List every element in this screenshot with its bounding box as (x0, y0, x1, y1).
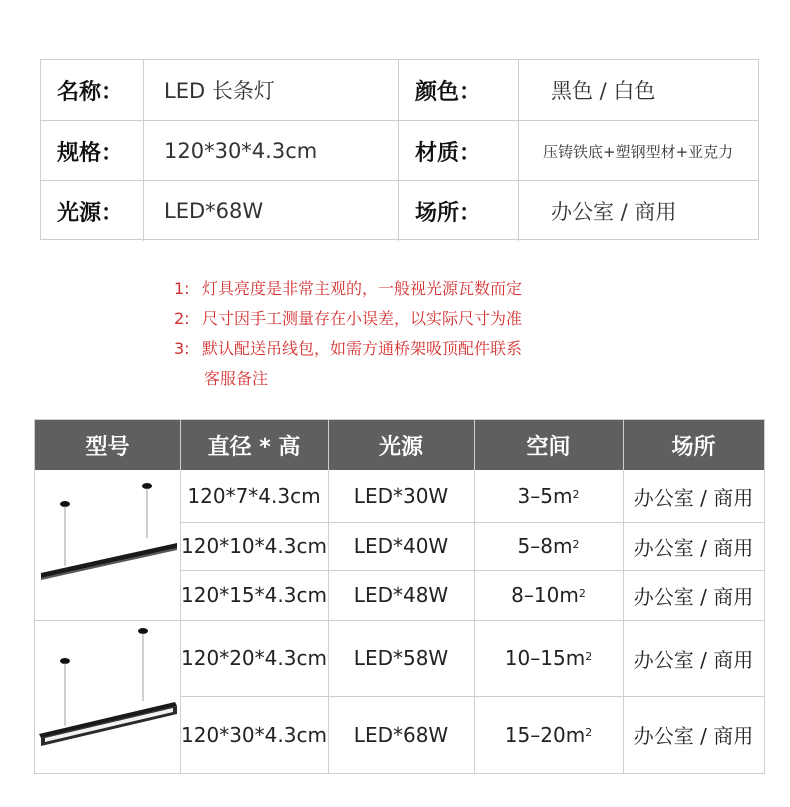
header-place: 场所 (671, 434, 716, 460)
place-cell: 办公室 / 商用 (633, 647, 754, 672)
space-cell (474, 522, 623, 570)
note-number: 2: (174, 309, 190, 328)
space-cell (474, 570, 623, 620)
light-cell: LED*68W (353, 722, 449, 747)
space-cell (474, 620, 623, 696)
note-item (174, 334, 522, 364)
spec-label: 规格： (57, 140, 124, 166)
size-cell: 120*15*4.3cm (181, 583, 327, 607)
header-model: 型号 (85, 434, 130, 460)
size-cell: 120*20*4.3cm (181, 646, 327, 670)
space-unit-sup: 2 (578, 586, 586, 600)
spec-value: 黑色 / 白色 (518, 60, 759, 120)
note-continuation: 客服备注 (204, 369, 269, 388)
space-value: 8–10m (511, 583, 579, 607)
space-cell (474, 470, 623, 522)
spec-label: 名称： (57, 79, 124, 105)
note-number: 1: (174, 279, 190, 298)
notes (174, 274, 522, 394)
linear-pendant-lamp-wide-image (37, 626, 177, 771)
space-unit-sup: 2 (572, 487, 580, 501)
size-cell: 120*7*4.3cm (187, 484, 321, 508)
space-unit-sup: 2 (572, 537, 580, 551)
place-cell: 办公室 / 商用 (633, 535, 754, 560)
spec-label: 颜色： (398, 60, 518, 120)
place-cell: 办公室 / 商用 (633, 724, 754, 748)
note-number: 3: (174, 339, 190, 358)
linear-pendant-lamp-slim-image (37, 476, 177, 616)
light-cell: LED*30W (353, 484, 449, 508)
spec-label: 材质： (398, 121, 518, 181)
note-item (174, 304, 522, 334)
light-cell: LED*48W (353, 583, 449, 607)
place-cell: 办公室 / 商用 (633, 485, 754, 510)
spec-label: 光源： (57, 200, 124, 226)
place-cell: 办公室 / 商用 (633, 584, 754, 609)
models-table (34, 419, 765, 774)
header-light: 光源 (378, 434, 423, 460)
light-cell: LED*58W (353, 646, 449, 670)
note-item (174, 274, 522, 304)
space-unit-sup: 2 (585, 649, 593, 663)
space-unit-sup: 2 (585, 726, 593, 739)
spec-row (41, 120, 758, 181)
spec-value: LED*68W (143, 181, 398, 241)
header-space: 空间 (526, 434, 571, 460)
spec-table (40, 59, 759, 240)
space-value: 5–8m (517, 534, 573, 558)
space-value: 3–5m (517, 484, 573, 508)
note-text: 默认配送吊线包，如需方通桥架吸顶配件联系 (202, 339, 523, 358)
space-cell (474, 696, 623, 773)
light-cell: LED*40W (353, 534, 449, 558)
note-text: 尺寸因手工测量存在小误差，以实际尺寸为准 (202, 309, 523, 328)
header-size: 直径 * 高 (207, 434, 301, 460)
size-cell: 120*10*4.3cm (181, 534, 327, 558)
space-value: 10–15m (504, 646, 586, 670)
spec-value: 压铸铁底+塑钢型材+亚克力 (518, 121, 759, 181)
size-cell: 120*30*4.3cm (181, 722, 327, 747)
note-text: 灯具亮度是非常主观的，一般视光源瓦数而定 (202, 279, 523, 298)
space-value: 15–20m (504, 722, 586, 747)
spec-value: 办公室 / 商用 (518, 181, 759, 241)
spec-label: 场所： (398, 181, 518, 241)
spec-row (41, 60, 758, 120)
spec-value: 120*30*4.3cm (143, 121, 398, 181)
spec-row (41, 180, 758, 241)
spec-value: LED 长条灯 (143, 60, 398, 120)
